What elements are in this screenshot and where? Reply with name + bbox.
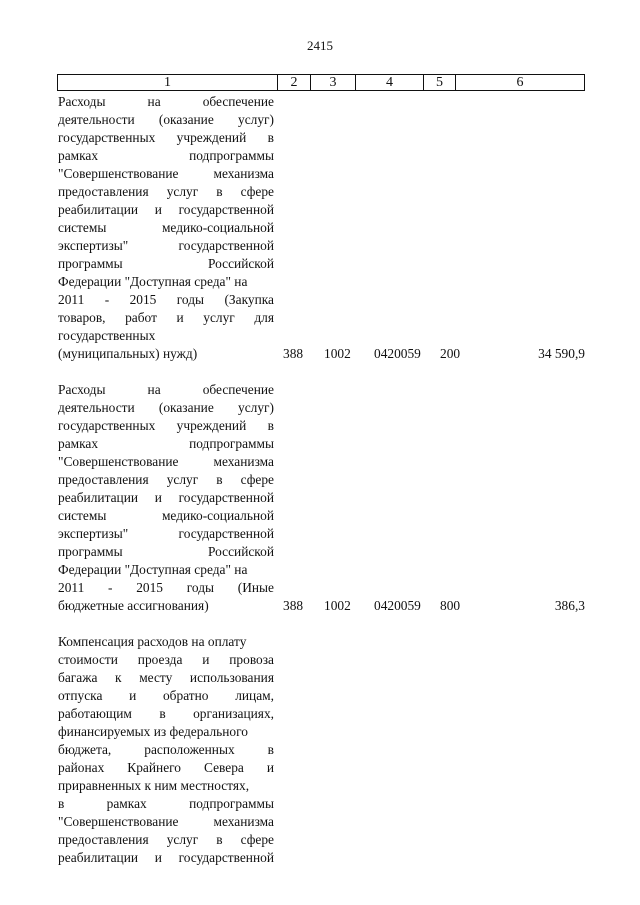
desc-line: предоставления услуг в сфере [58, 832, 274, 847]
desc-line: экспертизы" государственной [58, 238, 274, 253]
expense-type-code: 800 [440, 598, 461, 613]
desc-line: "Совершенствование механизма [58, 166, 274, 181]
amount: 34 590,9 [538, 346, 585, 361]
desc-line: реабилитации и государственной [58, 490, 274, 505]
desc-line: рамках подпрограммы [58, 436, 274, 451]
desc-line: финансируемых из федерального [58, 724, 248, 739]
desc-line: 2011 - 2015 годы (Иные [58, 580, 274, 595]
desc-line: реабилитации и государственной [58, 202, 274, 217]
chapter-code: 388 [283, 346, 304, 361]
target-code: 0420059 [374, 598, 421, 613]
desc-line: отпуска и обратно лицам, [58, 688, 274, 703]
desc-line: в рамках подпрограммы [58, 796, 274, 811]
table-row [58, 633, 585, 867]
desc-line: деятельности (оказание услуг) [58, 112, 274, 127]
header-col-2: 2 [278, 75, 311, 90]
table-body [58, 93, 585, 885]
desc-line: районах Крайнего Севера и [58, 760, 274, 775]
desc-line: "Совершенствование механизма [58, 454, 274, 469]
desc-line: Компенсация расходов на оплату [58, 634, 247, 649]
row-values [58, 345, 585, 363]
desc-line: (муниципальных) нужд) [58, 346, 198, 361]
desc-line: рамках подпрограммы [58, 148, 274, 163]
desc-line: государственных учреждений в [58, 130, 274, 145]
desc-line: приравненных к ним местностях, [58, 778, 250, 793]
desc-line: экспертизы" государственной [58, 526, 274, 541]
desc-line: 2011 - 2015 годы (Закупка [58, 292, 274, 307]
section-code: 1002 [324, 346, 351, 361]
desc-line: реабилитации и государственной [58, 850, 274, 865]
chapter-code: 388 [283, 598, 304, 613]
desc-line: деятельности (оказание услуг) [58, 400, 274, 415]
row-description [58, 381, 274, 615]
table-header [57, 74, 585, 91]
desc-line: программы Российской [58, 256, 274, 271]
target-code: 0420059 [374, 346, 421, 361]
desc-line: бюджетные ассигнования) [58, 598, 209, 613]
section-code: 1002 [324, 598, 351, 613]
desc-line: программы Российской [58, 544, 274, 559]
header-col-3: 3 [311, 75, 356, 90]
desc-line: системы медико-социальной [58, 220, 274, 235]
desc-line: Федерации "Доступная среда" на [58, 274, 248, 289]
table-row [58, 93, 585, 363]
desc-line: товаров, работ и услуг для [58, 310, 274, 325]
header-col-4: 4 [356, 75, 424, 90]
desc-line: работающим в организациях, [58, 706, 274, 721]
table-row [58, 381, 585, 615]
desc-line: Расходы на обеспечение [58, 382, 274, 397]
amount: 386,3 [554, 598, 585, 613]
page-number: 2415 [307, 38, 333, 53]
row-description [58, 93, 274, 363]
desc-line: предоставления услуг в сфере [58, 184, 274, 199]
desc-line: стоимости проезда и провоза [58, 652, 274, 667]
desc-line: багажа к месту использования [58, 670, 274, 685]
row-values [58, 597, 585, 615]
header-col-5: 5 [424, 75, 456, 90]
desc-line: предоставления услуг в сфере [58, 472, 274, 487]
header-col-1: 1 [58, 75, 278, 90]
row-description [58, 633, 274, 867]
desc-line: "Совершенствование механизма [58, 814, 274, 829]
desc-line: Расходы на обеспечение [58, 94, 274, 109]
desc-line: системы медико-социальной [58, 508, 274, 523]
desc-line: бюджета, расположенных в [58, 742, 274, 757]
expense-type-code: 200 [440, 346, 461, 361]
desc-line: государственных [58, 328, 156, 343]
header-col-6: 6 [516, 75, 524, 90]
desc-line: Федерации "Доступная среда" на [58, 562, 248, 577]
desc-line: государственных учреждений в [58, 418, 274, 433]
